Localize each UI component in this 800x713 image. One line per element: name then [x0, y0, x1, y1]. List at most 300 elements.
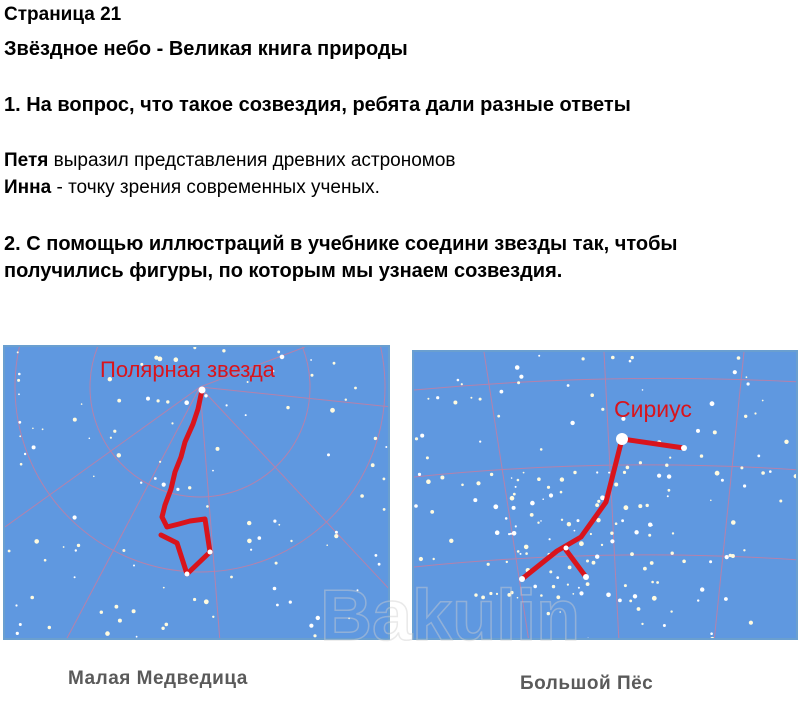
- star: [506, 561, 508, 563]
- star: [418, 473, 421, 476]
- star: [794, 474, 798, 478]
- star: [531, 514, 534, 517]
- watermark-text: Bakulin: [320, 576, 581, 656]
- star: [579, 541, 584, 546]
- star: [354, 387, 357, 390]
- star: [700, 454, 703, 457]
- star: [747, 382, 750, 385]
- star: [310, 359, 312, 361]
- star: [73, 515, 77, 519]
- star: [549, 570, 552, 573]
- star: [117, 453, 121, 457]
- star: [769, 470, 772, 473]
- canis-major-caption: Большой Пёс: [520, 673, 654, 694]
- star: [505, 517, 508, 520]
- star: [206, 505, 209, 508]
- star: [547, 486, 550, 489]
- star: [18, 393, 20, 395]
- star: [184, 400, 189, 405]
- star: [672, 532, 674, 534]
- star: [629, 600, 632, 603]
- star: [583, 574, 589, 580]
- star: [512, 506, 516, 510]
- star: [419, 557, 423, 561]
- star: [542, 498, 544, 500]
- star: [656, 581, 659, 584]
- star: [648, 534, 651, 537]
- star: [648, 523, 652, 527]
- star: [8, 550, 11, 553]
- star: [538, 355, 540, 357]
- answer-petya-name: Петя: [4, 150, 49, 171]
- star: [63, 546, 65, 548]
- star: [32, 445, 36, 449]
- star: [74, 576, 76, 578]
- star: [165, 623, 169, 627]
- star: [639, 461, 642, 464]
- star: [230, 576, 233, 579]
- star: [496, 593, 498, 595]
- star: [733, 370, 737, 374]
- star: [515, 486, 517, 488]
- star: [651, 581, 654, 584]
- star: [608, 472, 610, 474]
- star: [162, 483, 166, 487]
- star: [481, 596, 485, 600]
- star: [590, 393, 594, 397]
- star: [629, 360, 632, 363]
- star: [621, 519, 624, 522]
- star: [582, 357, 585, 360]
- star: [595, 555, 599, 559]
- star: [426, 479, 431, 484]
- star: [334, 534, 338, 538]
- star: [592, 561, 596, 565]
- star: [133, 565, 135, 567]
- star: [643, 567, 647, 571]
- star: [414, 504, 418, 508]
- star: [470, 397, 472, 399]
- star: [490, 473, 493, 476]
- star: [34, 539, 39, 544]
- star: [746, 376, 748, 378]
- star: [757, 455, 760, 458]
- star: [360, 494, 364, 498]
- star: [420, 434, 424, 438]
- star: [567, 384, 570, 387]
- star: [633, 594, 637, 598]
- star: [737, 356, 741, 360]
- star: [383, 508, 386, 511]
- star: [517, 550, 520, 553]
- section-title: Звёздное небо - Великая книга природы: [4, 38, 408, 60]
- star: [577, 519, 580, 522]
- star: [18, 373, 21, 376]
- star: [113, 430, 116, 433]
- star: [667, 495, 669, 497]
- star: [385, 446, 387, 448]
- star: [561, 519, 563, 521]
- star: [17, 351, 19, 353]
- star: [665, 464, 668, 467]
- star: [743, 484, 746, 487]
- star: [333, 362, 336, 365]
- star: [19, 435, 21, 437]
- answer-petya-text: выразил представления древних астрономов: [48, 150, 456, 171]
- star: [510, 591, 513, 594]
- star: [289, 601, 292, 604]
- star: [713, 430, 717, 434]
- star: [590, 533, 592, 535]
- ursa-minor-caption: Малая Медведица: [68, 668, 248, 689]
- sirius-label: Сириус: [614, 396, 692, 422]
- star: [313, 634, 316, 637]
- star: [586, 560, 589, 563]
- star: [222, 349, 225, 352]
- star: [556, 576, 559, 579]
- star: [115, 605, 119, 609]
- star: [44, 559, 47, 562]
- star: [697, 599, 699, 601]
- star: [549, 493, 553, 497]
- star: [430, 510, 434, 514]
- polaris-label: Полярная звезда: [100, 357, 275, 382]
- star: [556, 595, 560, 599]
- star: [564, 546, 569, 551]
- star: [188, 486, 191, 489]
- star: [204, 599, 209, 604]
- star: [122, 549, 125, 552]
- star: [286, 406, 289, 409]
- star: [75, 549, 77, 551]
- star: [596, 471, 598, 473]
- star: [669, 457, 671, 459]
- star: [652, 596, 657, 601]
- star: [216, 447, 220, 451]
- star: [495, 530, 500, 535]
- star: [461, 484, 464, 487]
- star: [614, 483, 618, 487]
- star: [81, 403, 83, 405]
- star: [586, 582, 590, 586]
- star: [479, 441, 481, 443]
- star: [19, 623, 22, 626]
- star: [311, 374, 314, 377]
- star: [326, 544, 328, 546]
- star: [245, 414, 247, 416]
- answer-inna: [4, 177, 380, 199]
- star: [383, 478, 386, 481]
- star: [646, 504, 649, 507]
- page-title: Страница 21: [4, 4, 122, 25]
- star: [277, 351, 280, 354]
- star: [247, 521, 251, 525]
- star: [157, 399, 160, 402]
- star: [525, 552, 528, 555]
- star: [626, 466, 630, 470]
- star: [15, 604, 17, 606]
- star: [552, 585, 555, 588]
- star: [709, 560, 712, 563]
- star: [513, 493, 516, 496]
- star: [615, 522, 618, 525]
- star: [650, 561, 654, 565]
- star: [16, 632, 19, 635]
- star: [743, 549, 745, 551]
- star: [549, 538, 551, 540]
- star: [146, 397, 150, 401]
- star: [327, 453, 330, 456]
- star: [710, 632, 713, 635]
- star: [540, 520, 542, 522]
- star: [449, 539, 453, 543]
- star: [136, 636, 138, 638]
- star: [520, 553, 522, 555]
- star: [517, 597, 519, 599]
- star: [500, 390, 504, 394]
- star: [779, 500, 782, 503]
- star: [493, 504, 498, 509]
- star: [517, 479, 520, 482]
- star: [110, 437, 112, 439]
- star: [579, 591, 583, 595]
- star: [457, 379, 460, 382]
- star: [797, 573, 798, 576]
- star: [375, 554, 378, 557]
- star: [100, 611, 103, 614]
- star: [427, 398, 429, 400]
- star: [42, 428, 44, 430]
- star: [725, 555, 729, 559]
- star: [436, 396, 439, 399]
- star: [132, 609, 136, 613]
- star: [749, 621, 753, 625]
- sirius-star: [616, 433, 628, 445]
- star: [140, 482, 142, 484]
- star: [710, 500, 712, 502]
- star: [476, 481, 480, 485]
- star: [193, 598, 196, 601]
- star: [433, 558, 435, 560]
- star: [280, 355, 285, 360]
- star: [530, 501, 535, 506]
- star: [24, 453, 26, 455]
- star: [601, 544, 603, 546]
- star: [508, 533, 510, 535]
- star: [570, 421, 574, 425]
- star: [276, 604, 279, 607]
- star: [721, 479, 724, 482]
- star: [601, 408, 604, 411]
- star: [710, 401, 715, 406]
- star: [517, 381, 520, 384]
- star: [348, 618, 350, 620]
- star: [567, 522, 571, 526]
- star: [166, 400, 169, 403]
- star: [754, 412, 756, 414]
- star: [161, 627, 164, 630]
- star: [761, 471, 765, 475]
- star: [623, 471, 626, 474]
- star: [573, 471, 576, 474]
- answer-inna-text: - точку зрения современных ученых.: [51, 177, 380, 198]
- question-2-line-1: 2. С помощью иллюстраций в учебнике соедини звезды так, чтобы: [4, 233, 678, 255]
- star: [595, 503, 599, 507]
- star: [154, 477, 157, 480]
- star: [73, 418, 77, 422]
- star: [204, 394, 207, 397]
- star: [185, 572, 190, 577]
- star: [208, 550, 213, 555]
- star: [515, 365, 520, 370]
- star: [578, 587, 580, 589]
- star: [89, 438, 91, 440]
- star: [453, 401, 457, 405]
- star: [511, 477, 513, 479]
- star: [700, 587, 704, 591]
- star: [212, 470, 214, 472]
- star: [547, 612, 550, 615]
- star: [631, 356, 634, 359]
- star: [77, 544, 80, 547]
- star: [524, 545, 529, 550]
- star: [537, 477, 541, 481]
- star: [515, 525, 517, 527]
- star: [512, 531, 517, 536]
- star: [630, 552, 634, 556]
- star: [273, 520, 276, 523]
- star: [117, 399, 121, 403]
- star: [105, 631, 110, 636]
- star: [250, 549, 252, 551]
- star: [682, 560, 686, 564]
- star: [479, 398, 482, 401]
- star: [371, 463, 375, 467]
- star: [560, 491, 563, 494]
- star: [32, 428, 34, 430]
- star: [671, 552, 674, 555]
- star: [663, 624, 666, 627]
- star: [559, 611, 561, 613]
- star: [489, 592, 492, 595]
- star: [357, 589, 359, 591]
- star: [715, 471, 720, 476]
- star: [670, 610, 672, 612]
- star: [159, 461, 161, 463]
- star: [744, 415, 747, 418]
- star: [784, 440, 788, 444]
- star: [30, 596, 34, 600]
- star: [316, 616, 320, 620]
- question-2-line-2: получились фигуры, по которым мы узнаем созвездия.: [4, 260, 563, 282]
- star: [487, 563, 490, 566]
- star: [540, 448, 543, 451]
- star: [657, 474, 661, 478]
- star: [523, 472, 525, 474]
- star: [668, 489, 671, 492]
- star: [171, 422, 173, 424]
- star: [696, 429, 700, 433]
- star: [762, 400, 764, 402]
- star: [17, 379, 20, 382]
- star: [574, 530, 576, 532]
- star: [335, 531, 338, 534]
- star: [473, 498, 477, 502]
- star: [729, 554, 732, 557]
- star: [567, 584, 569, 586]
- canis-major-star-map: [412, 350, 798, 640]
- star: [519, 375, 523, 379]
- star: [606, 593, 611, 598]
- star: [638, 504, 642, 508]
- star: [226, 404, 228, 406]
- answer-inna-name: Инна: [4, 177, 52, 198]
- star: [587, 638, 589, 640]
- star: [48, 626, 51, 629]
- star: [681, 445, 687, 451]
- star: [20, 463, 23, 466]
- star: [330, 408, 335, 413]
- star: [610, 532, 613, 535]
- star: [309, 624, 313, 628]
- star: [176, 488, 179, 491]
- star: [618, 599, 622, 603]
- star: [611, 356, 615, 360]
- star: [345, 399, 347, 401]
- star: [258, 536, 262, 540]
- star: [624, 584, 627, 587]
- star: [273, 587, 277, 591]
- star: [637, 607, 641, 611]
- star: [634, 530, 638, 534]
- star: [731, 520, 736, 525]
- ursa-minor-star-map: [3, 345, 390, 640]
- star: [18, 421, 21, 424]
- star: [667, 474, 671, 478]
- star: [537, 522, 539, 524]
- star: [93, 476, 95, 478]
- star: [374, 437, 377, 440]
- star: [275, 562, 278, 565]
- star: [740, 466, 743, 469]
- star: [497, 415, 500, 418]
- star: [212, 616, 214, 618]
- canis-major-svg: [414, 352, 798, 640]
- star: [597, 500, 600, 503]
- star: [560, 477, 564, 481]
- star: [510, 496, 515, 501]
- answer-petya: [4, 150, 456, 172]
- star: [290, 540, 292, 542]
- star: [642, 389, 644, 391]
- star: [440, 476, 444, 480]
- star: [724, 597, 728, 601]
- star: [426, 456, 429, 459]
- star: [540, 594, 543, 597]
- star: [415, 437, 418, 440]
- question-1: 1. На вопрос, что такое созвездия, ребята дали разные ответы: [4, 94, 631, 116]
- star: [118, 619, 122, 623]
- star: [641, 623, 643, 625]
- star: [378, 563, 381, 566]
- star: [610, 539, 614, 543]
- star: [568, 566, 572, 570]
- star: [278, 524, 280, 526]
- star: [533, 585, 537, 589]
- polaris-star: [199, 387, 206, 394]
- ursa-minor-svg: [5, 347, 390, 640]
- star: [572, 593, 574, 595]
